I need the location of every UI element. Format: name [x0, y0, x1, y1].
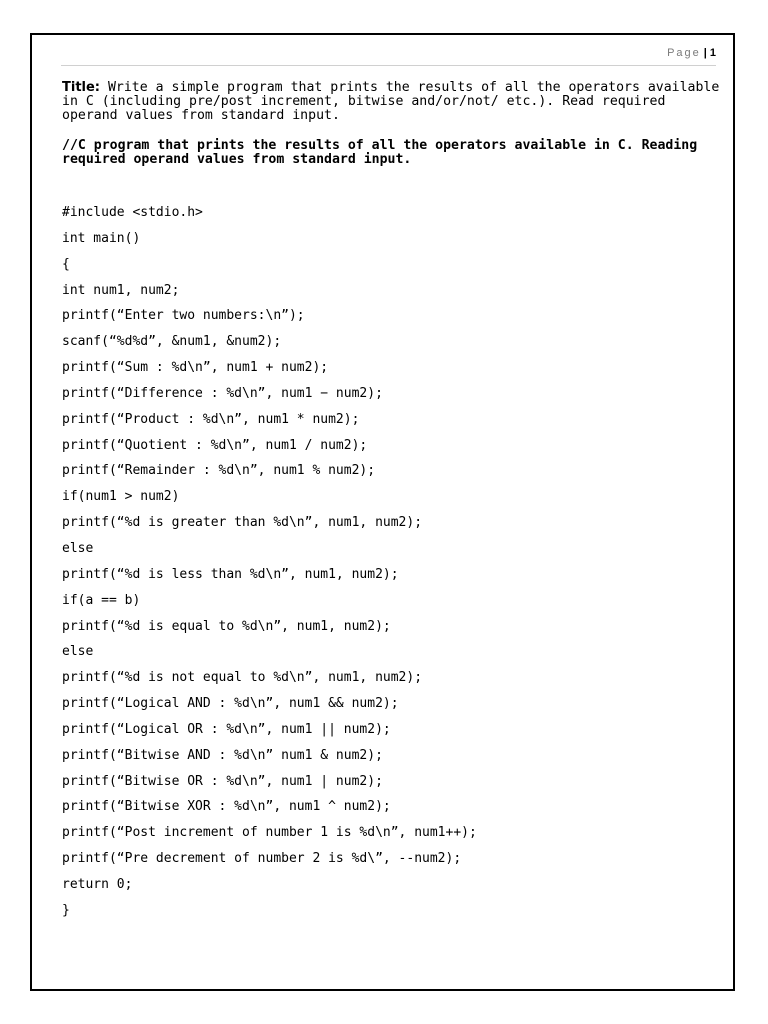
code-line: printf(“%d is not equal to %d\n”, num1, num2);	[62, 670, 423, 686]
code-line: if(a == b)	[62, 592, 141, 608]
page-label: Page	[667, 47, 701, 59]
code-line: else	[62, 644, 94, 660]
code-line: printf(“Pre decrement of number 2 is %d\”, --num2);	[62, 851, 462, 867]
title-text: Write a simple program that prints the results of all the operators available in C (including pre/post increment, bitwise and/or/not/ etc.). Read required operand values from standard input.	[62, 80, 720, 123]
code-line: printf(“Sum : %d\n”, num1 + num2);	[62, 360, 329, 376]
code-line: printf(“Remainder : %d\n”, num1 % num2);	[62, 463, 376, 479]
code-line: printf(“Quotient : %d\n”, num1 / num2);	[62, 437, 368, 453]
code-line: scanf(“%d%d”, &num1, &num2);	[62, 334, 282, 350]
page-number: 1	[709, 47, 716, 59]
code-line: if(num1 > num2)	[62, 489, 180, 505]
code-line: printf(“Difference : %d\n”, num1 − num2);	[62, 385, 383, 401]
page-header	[61, 47, 716, 66]
title-label: Title:	[62, 80, 101, 95]
code-line: {	[62, 256, 70, 272]
code-line: printf(“Bitwise OR : %d\n”, num1 | num2);	[62, 773, 383, 789]
code-line: printf(“%d is equal to %d\n”, num1, num2);	[62, 618, 391, 634]
code-line: printf(“Post increment of number 1 is %d\n”, num1++);	[62, 825, 477, 841]
code-listing	[62, 203, 722, 927]
program-comment: //C program that prints the results of all the operators available in C. Reading required operand values from standard input.	[62, 138, 698, 167]
page-separator: |	[703, 47, 707, 59]
code-line: printf(“%d is less than %d\n”, num1, num2);	[62, 566, 399, 582]
code-line: else	[62, 540, 94, 556]
code-line: #include <stdio.h>	[62, 205, 203, 220]
code-line: printf(“Logical OR : %d\n”, num1 || num2);	[62, 721, 391, 737]
assignment-title	[62, 81, 722, 123]
code-line: printf(“Logical AND : %d\n”, num1 && num2);	[62, 696, 399, 712]
code-line: printf(“%d is greater than %d\n”, num1, num2);	[62, 515, 423, 531]
code-line: printf(“Bitwise XOR : %d\n”, num1 ^ num2);	[62, 799, 391, 815]
code-line: }	[62, 902, 70, 918]
code-line: printf(“Enter two numbers:\n”);	[62, 308, 305, 324]
code-line: int main()	[62, 230, 141, 246]
code-line: printf(“Bitwise AND : %d\n” num1 & num2);	[62, 747, 383, 763]
code-line: printf(“Product : %d\n”, num1 * num2);	[62, 411, 360, 427]
code-line: int num1, num2;	[62, 282, 180, 298]
code-line: return 0;	[62, 876, 133, 892]
